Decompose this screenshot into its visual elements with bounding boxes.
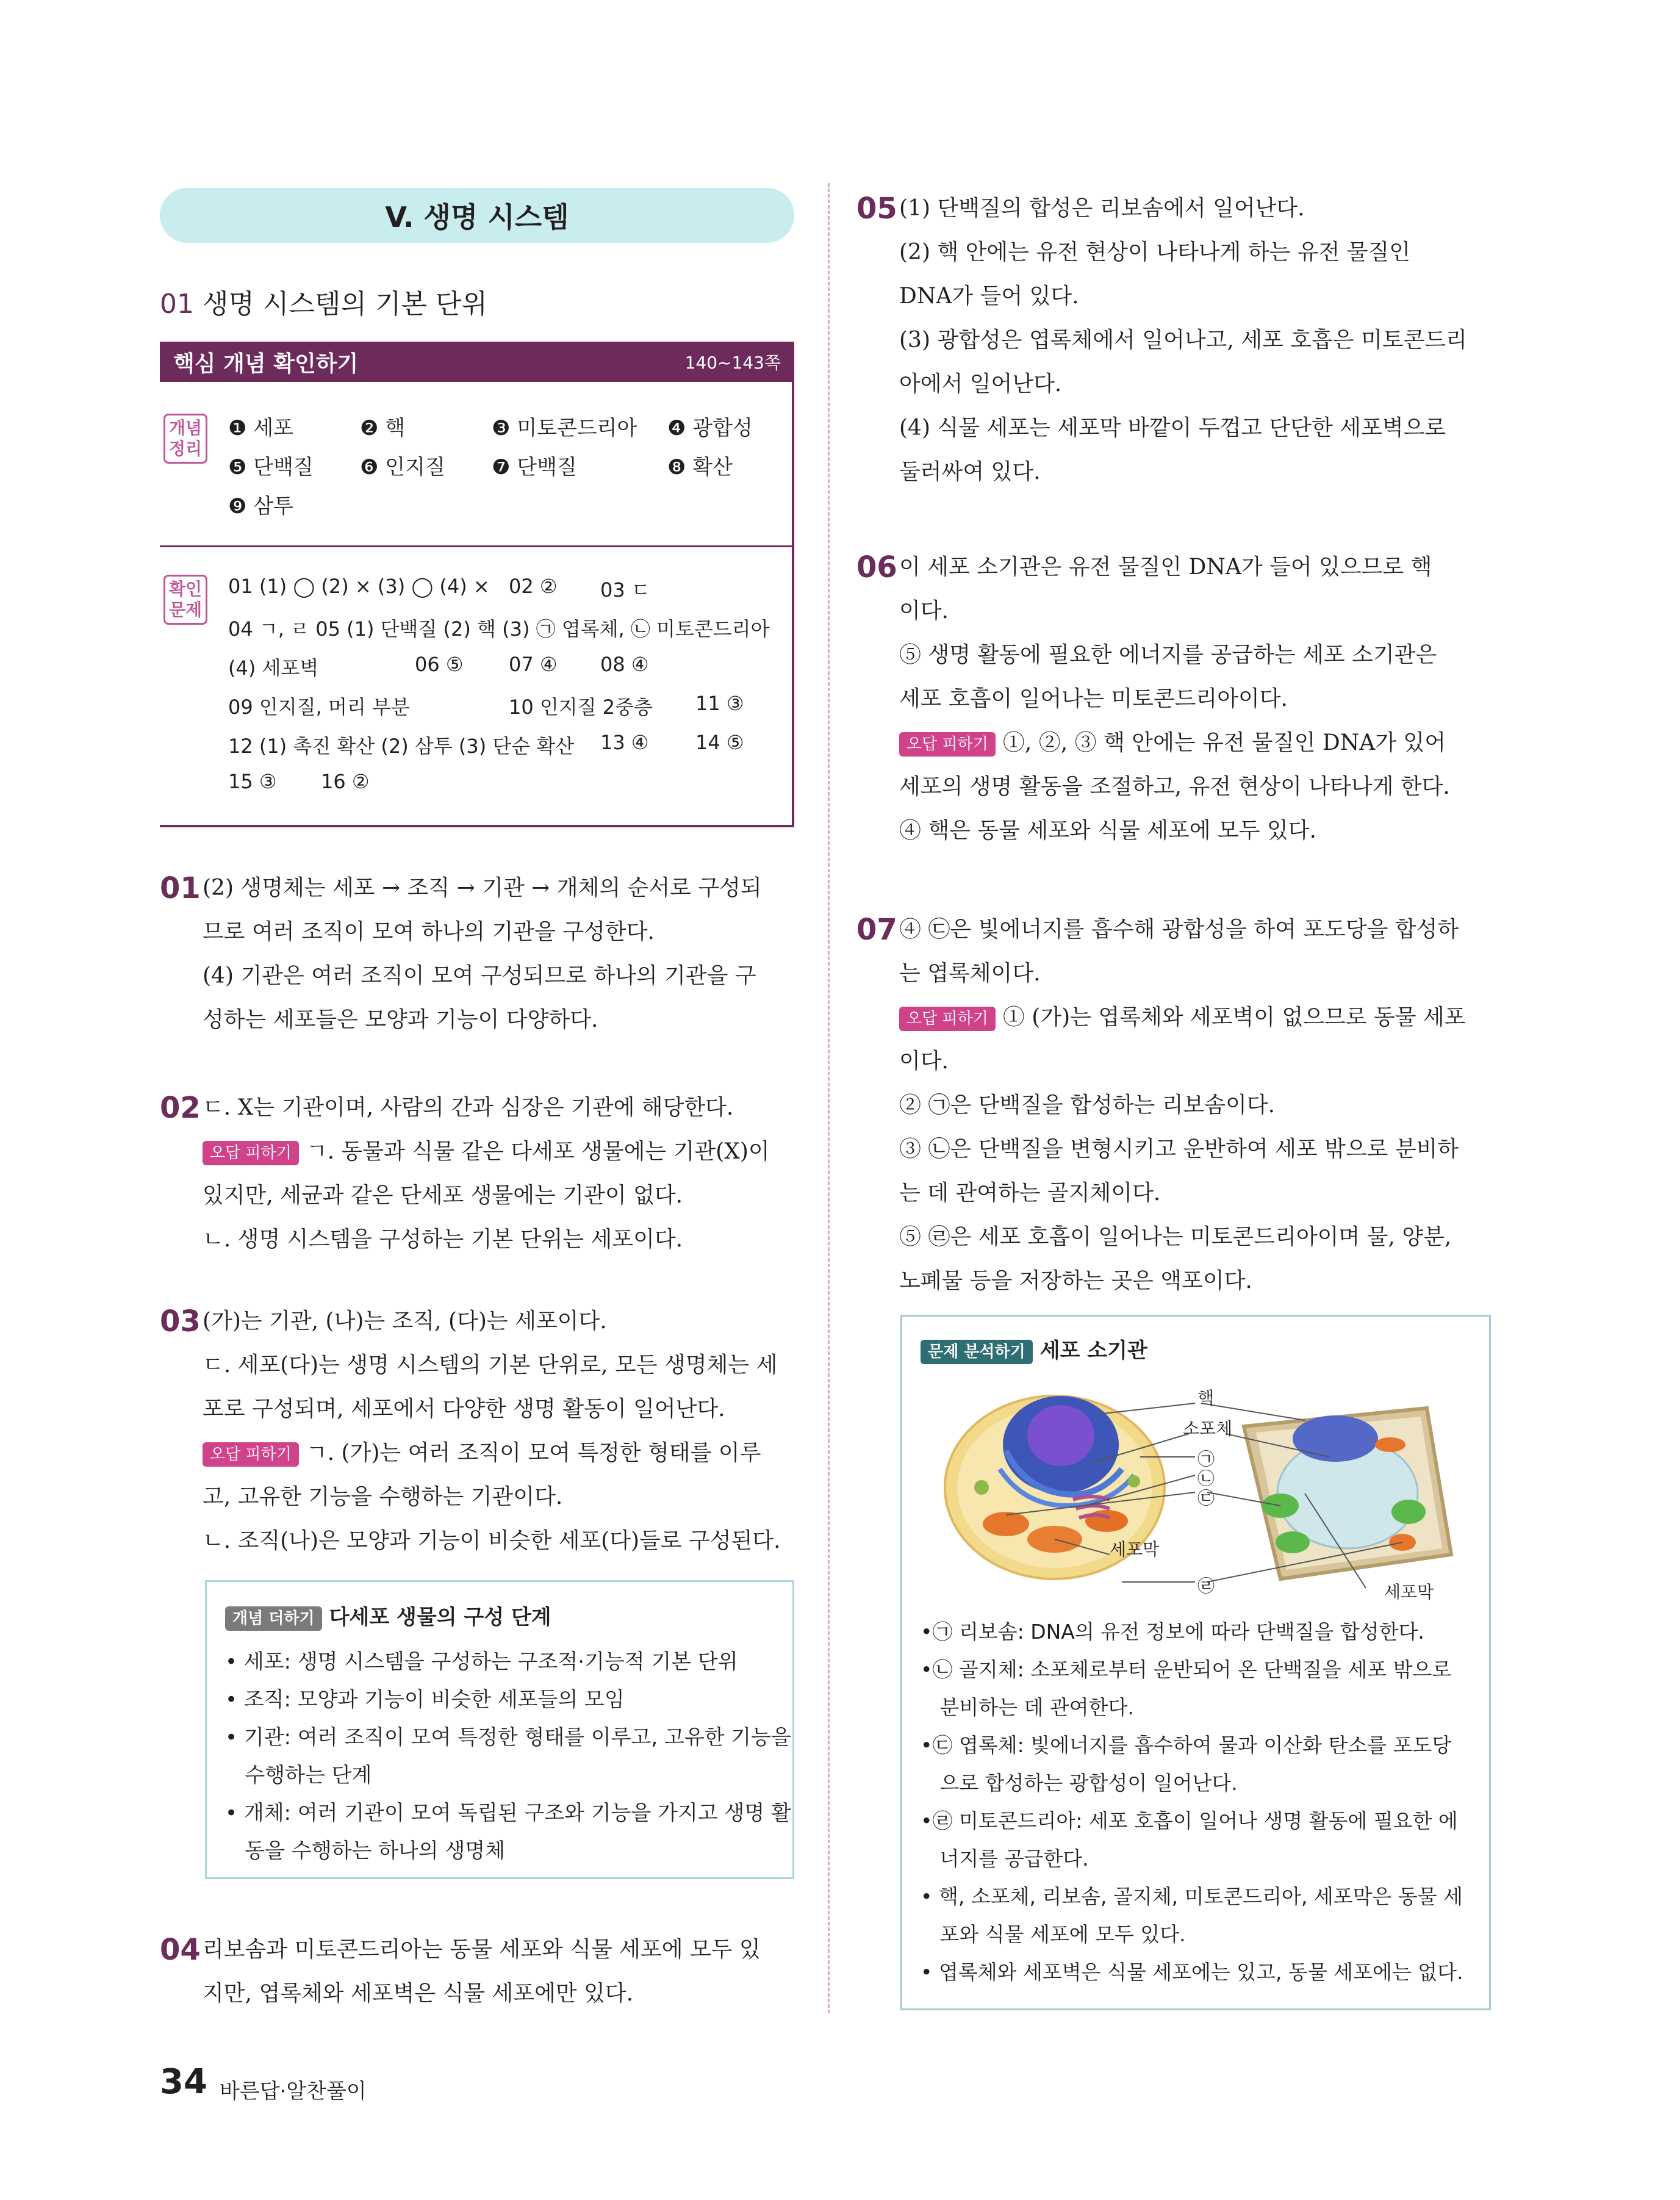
check-answer: 16 ② (321, 770, 370, 793)
concept-header-pages: 140~143쪽 (684, 353, 781, 373)
answer-number: 04 (160, 1933, 201, 1967)
answer-line: (3) 광합성은 엽록체에서 일어나고, 세포 호흡은 미토콘드리 (899, 328, 1467, 353)
answer-line: 는 데 관여하는 골지체이다. (899, 1181, 1161, 1206)
label-er: 소포체 (1183, 1418, 1233, 1439)
answer-line: 포로 구성되며, 세포에서 다양한 생명 활동이 일어난다. (203, 1397, 725, 1422)
list-item: • 조직: 모양과 기능이 비슷한 세포들의 모임 (225, 1688, 625, 1712)
answer-line: 성하는 세포들은 모양과 기능이 다양하다. (203, 1007, 598, 1032)
answer-line: ㄷ. 세포(다)는 생명 시스템의 기본 단위로, 모든 생명체는 세 (203, 1353, 778, 1378)
analysis-title (921, 1334, 1147, 1364)
check-answer: 15 ③ (228, 770, 277, 793)
check-line (228, 770, 777, 794)
check-answer: 08 ④ (600, 653, 649, 676)
wrong-answer-badge: 오답 피하기 (899, 1007, 996, 1031)
check-line (228, 653, 777, 680)
section-title-banner (160, 188, 794, 243)
answer-number: 07 (856, 913, 897, 947)
check-answer: 07 ④ (509, 653, 558, 676)
answer-line: (1) 단백질의 합성은 리보솜에서 일어난다. (899, 196, 1305, 221)
answer-line: 세포 호흡이 일어나는 미토콘드리아이다. (899, 686, 1288, 711)
answer-line: ④ 핵은 동물 세포와 식물 세포에 모두 있다. (899, 818, 1316, 843)
check-answer: 11 ③ (695, 692, 744, 715)
answer-line: ⑤ 생명 활동에 필요한 에너지를 공급하는 세포 소기관은 (899, 642, 1437, 667)
concept-item: ❷ 핵 (360, 416, 406, 440)
analysis-list (921, 1613, 1482, 1991)
check-line (228, 575, 777, 602)
answer-line: (2) 생명체는 세포 → 조직 → 기관 → 개체의 순서로 구성되 (203, 875, 762, 900)
check-answer: 04 ㄱ, ㄹ 05 (1) 단백질 (2) 핵 (3) ㉠ 엽록체, ㉡ 미토콘드리아 (228, 617, 770, 641)
answer-line: ④ ㉢은 빛에너지를 흡수해 광합성을 하여 포도당을 합성하 (899, 917, 1459, 942)
check-answer: 10 인지질 2중층 (509, 696, 653, 719)
answer-line: 이 세포 소기관은 유전 물질인 DNA가 들어 있으므로 핵 (899, 555, 1432, 580)
check-answer: (4) 세포벽 (228, 656, 319, 680)
answer-02 (160, 1086, 794, 1262)
answer-line: ㄴ. 생명 시스템을 구성하는 기본 단위는 세포이다. (203, 1227, 683, 1252)
unit-title-text: 생명 시스템의 기본 단위 (203, 289, 487, 320)
answer-01 (160, 866, 794, 1042)
answer-06 (856, 545, 1491, 853)
answer-number: 01 (160, 871, 201, 905)
answer-line (203, 1130, 794, 1174)
label-chloroplast-mark: ㉢ (1197, 1488, 1215, 1508)
concept-tag: 개념 정리 (163, 414, 207, 464)
unit-title (160, 282, 487, 321)
concept-header-title: 핵심 개념 확인하기 (173, 351, 359, 376)
list-item: • 핵, 소포체, 리보솜, 골지체, 미토콘드리아, 세포막은 동물 세 (921, 1885, 1463, 1908)
list-item: • 기관: 여러 조직이 모여 특정한 형태를 이루고, 고유한 기능을 (225, 1725, 791, 1750)
answer-number: 03 (160, 1304, 201, 1339)
answer-wrong-text: ㄱ. (가)는 여러 조직이 모여 특정한 형태를 이루 (306, 1440, 761, 1465)
unit-number: 01 (160, 289, 194, 320)
concept-item: ❽ 확산 (667, 455, 733, 480)
section-title: V. 생명 시스템 (385, 201, 569, 234)
list-item: •㉢ 엽록체: 빛에너지를 흡수하여 물과 이산화 탄소를 포도당 (921, 1733, 1452, 1757)
concept-item: ❸ 미토콘드리아 (492, 416, 637, 440)
answer-05 (856, 187, 1491, 494)
answer-wrong-text: ①, ②, ③ 핵 안에는 유전 물질인 DNA가 있어 (1002, 730, 1446, 755)
list-item: • 개체: 여러 기관이 모여 독립된 구조와 기능을 가지고 생명 활 (225, 1801, 791, 1825)
list-item: 너지를 공급한다. (921, 1847, 1089, 1871)
answer-line: ㄷ. X는 기관이며, 사람의 간과 심장은 기관에 해당한다. (203, 1095, 734, 1120)
list-item: •㉠ 리보솜: DNA의 유전 정보에 따라 단백질을 합성한다. (921, 1620, 1424, 1644)
answer-line (203, 1431, 794, 1475)
answer-line: (4) 식물 세포는 세포막 바깥이 두껍고 단단한 세포벽으로 (899, 415, 1446, 440)
check-answer: 03 ㄷ (600, 578, 650, 602)
list-item: 으로 합성하는 광합성이 일어난다. (921, 1771, 1238, 1795)
analysis-title-text: 세포 소기관 (1039, 1339, 1147, 1363)
answer-line: 이다. (899, 1049, 949, 1074)
answer-line: 노폐물 등을 저장하는 곳은 액포이다. (899, 1268, 1252, 1293)
answer-line: ② ㉠은 단백질을 합성하는 리보솜이다. (899, 1093, 1276, 1118)
label-mitochondria-mark: ㉣ (1197, 1576, 1215, 1596)
concept-plus-title-text: 다세포 생물의 구성 단계 (329, 1605, 551, 1630)
list-item: 분비하는 데 관여한다. (921, 1695, 1134, 1719)
concept-plus-list (225, 1643, 791, 1870)
answer-line: 므로 여러 조직이 모여 하나의 기관을 구성한다. (203, 919, 655, 944)
answer-line: ⑤ ㉣은 세포 호흡이 일어나는 미토콘드리아이며 물, 양분, (899, 1224, 1452, 1249)
concept-item: ❼ 단백질 (492, 455, 577, 480)
concept-item: ❹ 광합성 (667, 416, 753, 440)
answer-line: 는 엽록체이다. (899, 961, 1041, 986)
concept-box (160, 382, 794, 827)
label-golgi-mark: ㉡ (1197, 1468, 1215, 1489)
answer-line: 세포의 생명 활동을 조절하고, 유전 현상이 나타나게 한다. (899, 774, 1450, 799)
check-answer: 13 ④ (600, 731, 649, 754)
list-item: •㉡ 골지체: 소포체로부터 운반되어 온 단백질을 세포 밖으로 (921, 1658, 1452, 1681)
answer-line: 지만, 엽록체와 세포벽은 식물 세포에만 있다. (203, 1981, 634, 2006)
concept-item: ❶ 세포 (228, 416, 293, 440)
answer-wrong-text: ㄱ. 동물과 식물 같은 다세포 생물에는 기관(X)이 (306, 1139, 770, 1164)
answer-line: 리보솜과 미토콘드리아는 동물 세포와 식물 세포에 모두 있 (203, 1937, 761, 1962)
answer-line: (2) 핵 안에는 유전 현상이 나타나게 하는 유전 물질인 (899, 240, 1411, 265)
answer-line (899, 996, 1491, 1040)
list-item: 동을 수행하는 하나의 생명체 (225, 1839, 505, 1863)
answer-line: (4) 기관은 여러 조직이 모여 구성되므로 하나의 기관을 구 (203, 963, 756, 988)
check-answer: 14 ⑤ (695, 731, 744, 754)
answer-line: 고, 고유한 기능을 수행하는 기관이다. (203, 1484, 563, 1509)
page-number: 34 (160, 2062, 207, 2102)
check-answer: 12 (1) 촉진 확산 (2) 삼투 (3) 단순 확산 (228, 735, 575, 758)
concept-item: ❻ 인지질 (360, 455, 445, 480)
concept-plus-box (205, 1580, 794, 1879)
answer-line: 이다. (899, 599, 949, 624)
concept-plus-badge: 개념 더하기 (225, 1606, 322, 1631)
concept-item: ❾ 삼투 (228, 494, 293, 519)
answer-line: 아에서 일어난다. (899, 372, 1062, 397)
answer-line: (가)는 기관, (나)는 조직, (다)는 세포이다. (203, 1309, 607, 1334)
wrong-answer-badge: 오답 피하기 (899, 732, 996, 757)
check-answer: 01 (1) ◯ (2) × (3) ◯ (4) × (228, 575, 490, 598)
label-cell-membrane: 세포막 (1110, 1539, 1160, 1559)
list-item: 수행하는 단계 (225, 1763, 372, 1788)
list-item: • 세포: 생명 시스템을 구성하는 구조적·기능적 기본 단위 (225, 1650, 738, 1674)
check-tag: 확인 문제 (163, 575, 207, 625)
answer-07 (856, 908, 1491, 1303)
answer-number: 05 (856, 192, 897, 226)
list-item: •㉣ 미토콘드리아: 세포 호흡이 일어나 생명 활동에 필요한 에 (921, 1809, 1458, 1833)
answer-wrong-text: ① (가)는 엽록체와 세포벽이 없으므로 동물 세포 (1002, 1005, 1466, 1030)
answer-number: 06 (856, 550, 897, 584)
label-cell-membrane: 세포막 (1384, 1582, 1434, 1602)
answer-04 (160, 1928, 794, 2016)
check-line (228, 731, 777, 758)
concept-item: ❺ 단백질 (228, 455, 314, 480)
check-line (228, 692, 777, 719)
answer-line: ③ ㉡은 단백질을 변형시키고 운반하여 세포 밖으로 분비하 (899, 1137, 1459, 1162)
answer-number: 02 (160, 1091, 201, 1125)
wrong-answer-badge: 오답 피하기 (203, 1442, 299, 1467)
analysis-box (900, 1315, 1491, 2010)
answer-line: 있지만, 세균과 같은 단세포 생물에는 기관이 없다. (203, 1183, 683, 1208)
answer-line: ㄴ. 조직(나)은 모양과 기능이 비슷한 세포(다)들로 구성된다. (203, 1528, 781, 1553)
answer-line (899, 721, 1491, 765)
wrong-answer-badge: 오답 피하기 (203, 1141, 299, 1165)
list-item: • 엽록체와 세포벽은 식물 세포에는 있고, 동물 세포에는 없다. (921, 1960, 1463, 1984)
concept-divider (160, 545, 792, 547)
check-answer: 06 ⑤ (415, 653, 464, 676)
page-caption: 바른답·알찬풀이 (220, 2079, 367, 2104)
check-answer: 09 인지질, 머리 부분 (228, 696, 410, 719)
list-item: 포와 식물 세포에 모두 있다. (921, 1922, 1186, 1946)
column-divider (828, 183, 830, 2013)
answer-03 (160, 1300, 794, 1563)
analysis-badge: 문제 분석하기 (921, 1340, 1033, 1364)
concept-plus-title (225, 1600, 551, 1631)
label-nucleus: 핵 (1197, 1388, 1215, 1408)
label-ribosome-mark: ㉠ (1197, 1449, 1215, 1469)
check-answer: 02 ② (509, 575, 558, 598)
answer-line: DNA가 들어 있다. (899, 284, 1079, 309)
answer-line: 둘러싸여 있다. (899, 459, 1041, 484)
concept-header (160, 342, 794, 382)
